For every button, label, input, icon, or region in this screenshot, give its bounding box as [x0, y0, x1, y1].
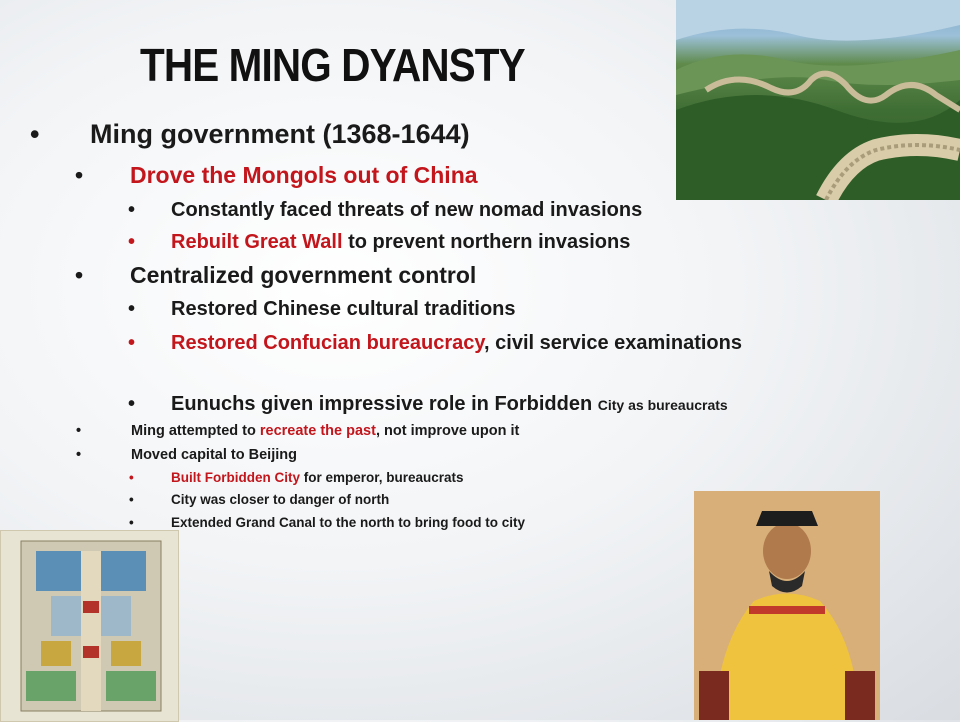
ming-emperor-portrait: [694, 491, 880, 720]
great-wall-photo: [676, 0, 960, 200]
bullet-recreate-past: Ming attempted to recreate the past, not improve upon it: [131, 423, 520, 439]
bullet-icon: •: [128, 393, 136, 415]
bullet-confucian: Restored Confucian bureaucracy, civil service examinations: [171, 332, 742, 354]
bullet-eunuchs: Eunuchs given impressive role in Forbidden City as bureaucrats: [171, 393, 728, 415]
bullet-icon: •: [128, 231, 136, 253]
bullet-icon: •: [76, 423, 82, 439]
bullet-moved-capital: Moved capital to Beijing: [131, 447, 297, 463]
bullet-icon: •: [75, 262, 84, 288]
forbidden-city-map: [0, 530, 179, 722]
bullet-icon: •: [76, 447, 82, 463]
bullet-ming-government: Ming government (1368-1644): [90, 119, 470, 149]
bullet-icon: •: [128, 332, 136, 354]
bullet-drove-mongols: Drove the Mongols out of China: [130, 162, 478, 188]
bullet-icon: •: [129, 515, 134, 530]
bullet-icon: •: [129, 492, 134, 507]
bullet-great-wall: Rebuilt Great Wall to prevent northern invasions: [171, 231, 631, 253]
bullet-nomad-threats: Constantly faced threats of new nomad invasions: [171, 199, 643, 221]
bullet-icon: •: [128, 298, 136, 320]
bullet-forbidden-city: Built Forbidden City for emperor, bureaucrats: [171, 470, 464, 485]
slide-title: THE MING DYANSTY: [140, 39, 525, 91]
bullet-grand-canal: Extended Grand Canal to the north to bring food to city: [171, 515, 525, 530]
bullet-centralized: Centralized government control: [130, 262, 477, 288]
bullet-icon: •: [30, 119, 40, 149]
bullet-closer-danger: City was closer to danger of north: [171, 492, 390, 507]
bullet-icon: •: [128, 199, 136, 221]
bullet-cultural-traditions: Restored Chinese cultural traditions: [171, 298, 516, 320]
bullet-icon: •: [75, 162, 84, 188]
bullet-icon: •: [129, 470, 134, 485]
